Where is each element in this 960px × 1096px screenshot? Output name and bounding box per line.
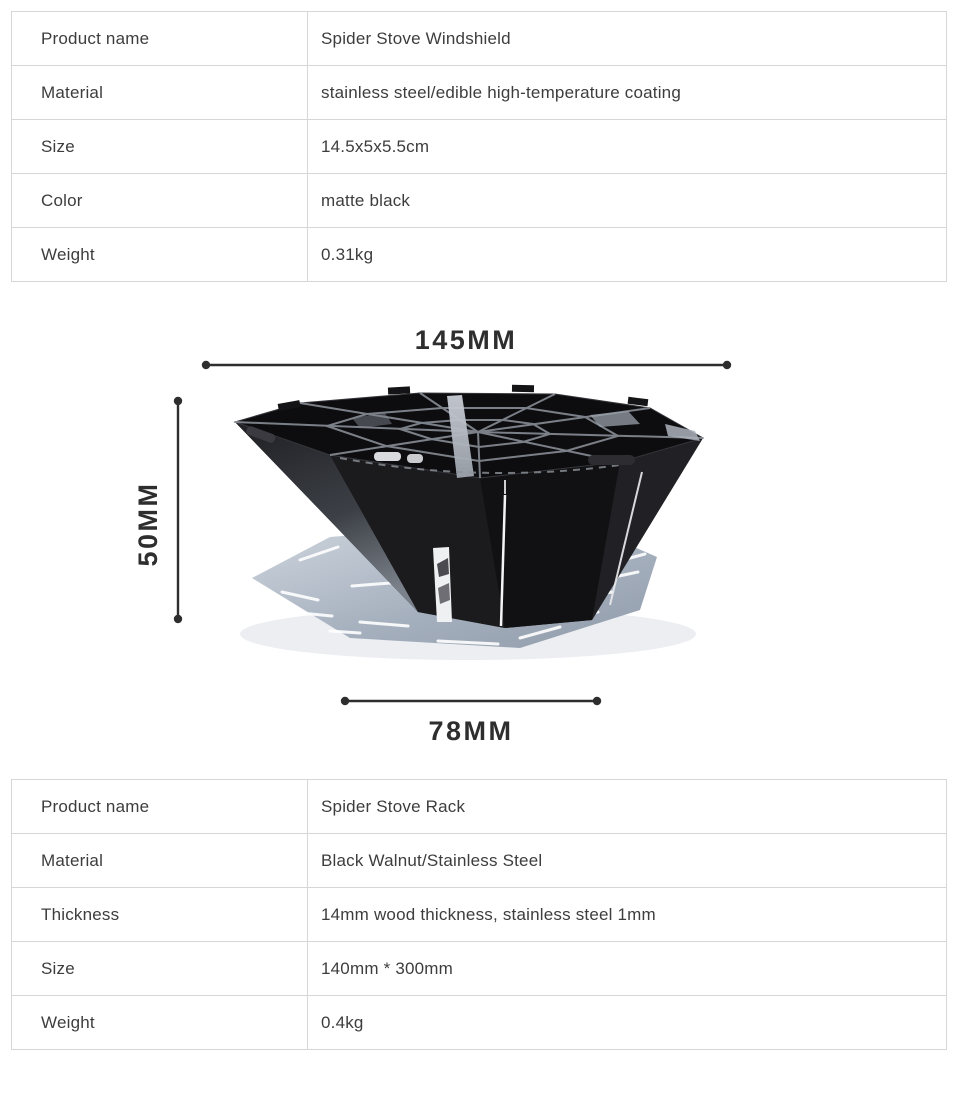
spec-value: 140mm * 300mm <box>321 958 454 978</box>
dimension-endpoint-dot <box>723 361 731 369</box>
spec-label: Thickness <box>12 888 308 941</box>
dimension-endpoint-dot <box>174 615 182 623</box>
dimension-endpoint-dot <box>202 361 210 369</box>
table-row <box>12 12 946 66</box>
dimension-endpoint-dot <box>174 397 182 405</box>
spec-value: Spider Stove Rack <box>321 796 466 816</box>
spec-value: stainless steel/edible high-temperature coating <box>321 82 681 102</box>
handle-slot-front-b <box>407 454 423 463</box>
height-dimension-label: 50MM <box>133 481 164 567</box>
spec-label: Material <box>12 834 308 887</box>
table-row <box>12 120 946 174</box>
table-row <box>12 834 946 888</box>
spec-value: Black Walnut/Stainless Steel <box>321 850 543 870</box>
top-dimension-line <box>202 325 731 369</box>
spec-table-rack <box>11 779 947 1050</box>
left-dimension-line <box>133 397 182 623</box>
width-dimension-label: 145MM <box>414 325 518 355</box>
spec-label: Size <box>12 942 308 995</box>
table-row <box>12 66 946 120</box>
spec-label: Color <box>12 174 308 227</box>
table-row <box>12 228 946 281</box>
spec-label: Size <box>12 120 308 173</box>
table-row <box>12 942 946 996</box>
spec-value: 14mm wood thickness, stainless steel 1mm <box>321 904 656 924</box>
spec-label: Product name <box>12 780 308 833</box>
spec-label: Product name <box>12 12 308 65</box>
stove-product-image <box>235 385 703 660</box>
dimension-endpoint-dot <box>341 697 349 705</box>
spec-label: Weight <box>12 996 308 1049</box>
spec-value: Spider Stove Windshield <box>321 28 511 48</box>
dimension-endpoint-dot <box>593 697 601 705</box>
dimension-diagram <box>0 300 960 770</box>
spec-value: 14.5x5x5.5cm <box>321 136 430 156</box>
handle-slot-right <box>588 455 635 465</box>
spec-label: Material <box>12 66 308 119</box>
spec-table-windshield <box>11 11 947 282</box>
table-row <box>12 888 946 942</box>
product-diagram-svg <box>0 300 960 770</box>
spec-value: 0.31kg <box>321 244 374 264</box>
base-dimension-label: 78MM <box>428 716 514 746</box>
table-row <box>12 780 946 834</box>
spec-value: 0.4kg <box>321 1012 364 1032</box>
bottom-dimension-line <box>341 697 601 746</box>
table-row <box>12 996 946 1049</box>
table-row <box>12 174 946 228</box>
handle-slot-front-a <box>374 452 401 461</box>
spec-label: Weight <box>12 228 308 281</box>
spec-value: matte black <box>321 190 411 210</box>
